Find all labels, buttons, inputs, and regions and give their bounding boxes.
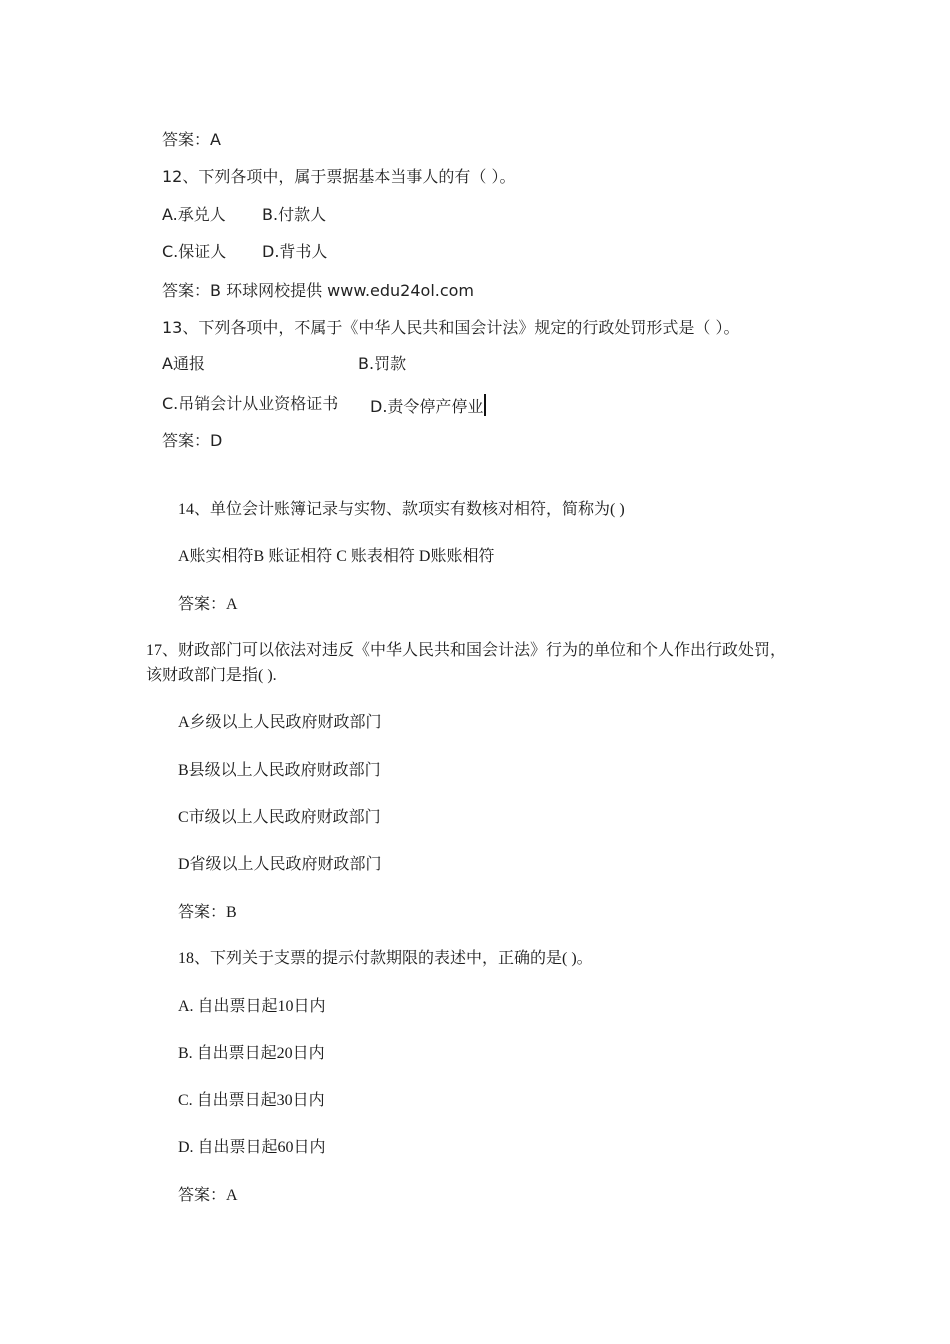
question-12-answer: 答案：B 环球网校提供 www.edu24ol.com — [162, 281, 475, 300]
question-18-option-b: B. 自出票日起20日内 — [178, 1045, 325, 1062]
question-18-option-d: D. 自出票日起60日内 — [178, 1139, 326, 1156]
question-17-option-d: D省级以上人民政府财政部门 — [178, 856, 382, 873]
question-13-option-d: D.责令停产停业 — [370, 397, 484, 416]
question-17-stem-line1: 17、财政部门可以依法对违反《中华人民共和国会计法》行为的单位和个人作出行政处罚， — [146, 642, 787, 659]
text-cursor — [484, 394, 486, 416]
question-12-option-c: C.保证人 — [162, 242, 227, 261]
question-18-option-c: C. 自出票日起30日内 — [178, 1092, 325, 1109]
question-17-option-c: C市级以上人民政府财政部门 — [178, 809, 381, 826]
question-14-stem: 14、单位会计账簿记录与实物、款项实有数核对相符，简称为( ) — [178, 501, 625, 518]
question-12-option-a: A.承兑人 — [162, 205, 226, 224]
question-17-answer: 答案：B — [178, 904, 237, 921]
question-12-option-b: B.付款人 — [262, 205, 327, 224]
question-18-stem: 18、下列关于支票的提示付款期限的表述中，正确的是( )。 — [178, 950, 593, 967]
question-13-option-d-wrap — [370, 394, 486, 417]
question-13-answer: 答案：D — [162, 431, 223, 450]
question-17-stem-line2: 该财政部门是指( ). — [146, 667, 277, 684]
question-13-stem: 13、下列各项中，不属于《中华人民共和国会计法》规定的行政处罚形式是（ ）。 — [162, 318, 740, 337]
question-18-option-a: A. 自出票日起10日内 — [178, 998, 326, 1015]
question-12-stem: 12、下列各项中，属于票据基本当事人的有（ ）。 — [162, 167, 516, 186]
question-17-option-a: A乡级以上人民政府财政部门 — [178, 714, 382, 731]
question-12-option-d: D.背书人 — [262, 242, 328, 261]
answer-11: 答案：A — [162, 130, 221, 149]
question-14-answer: 答案：A — [178, 596, 238, 613]
question-13-option-c: C.吊销会计从业资格证书 — [162, 394, 339, 413]
question-13-option-a: A通报 — [162, 354, 205, 373]
question-17-option-b: B县级以上人民政府财政部门 — [178, 762, 381, 779]
question-13-option-b: B.罚款 — [358, 354, 407, 373]
question-14-options: A账实相符B 账证相符 C 账表相符 D账账相符 — [178, 548, 495, 565]
question-18-answer: 答案：A — [178, 1187, 238, 1204]
